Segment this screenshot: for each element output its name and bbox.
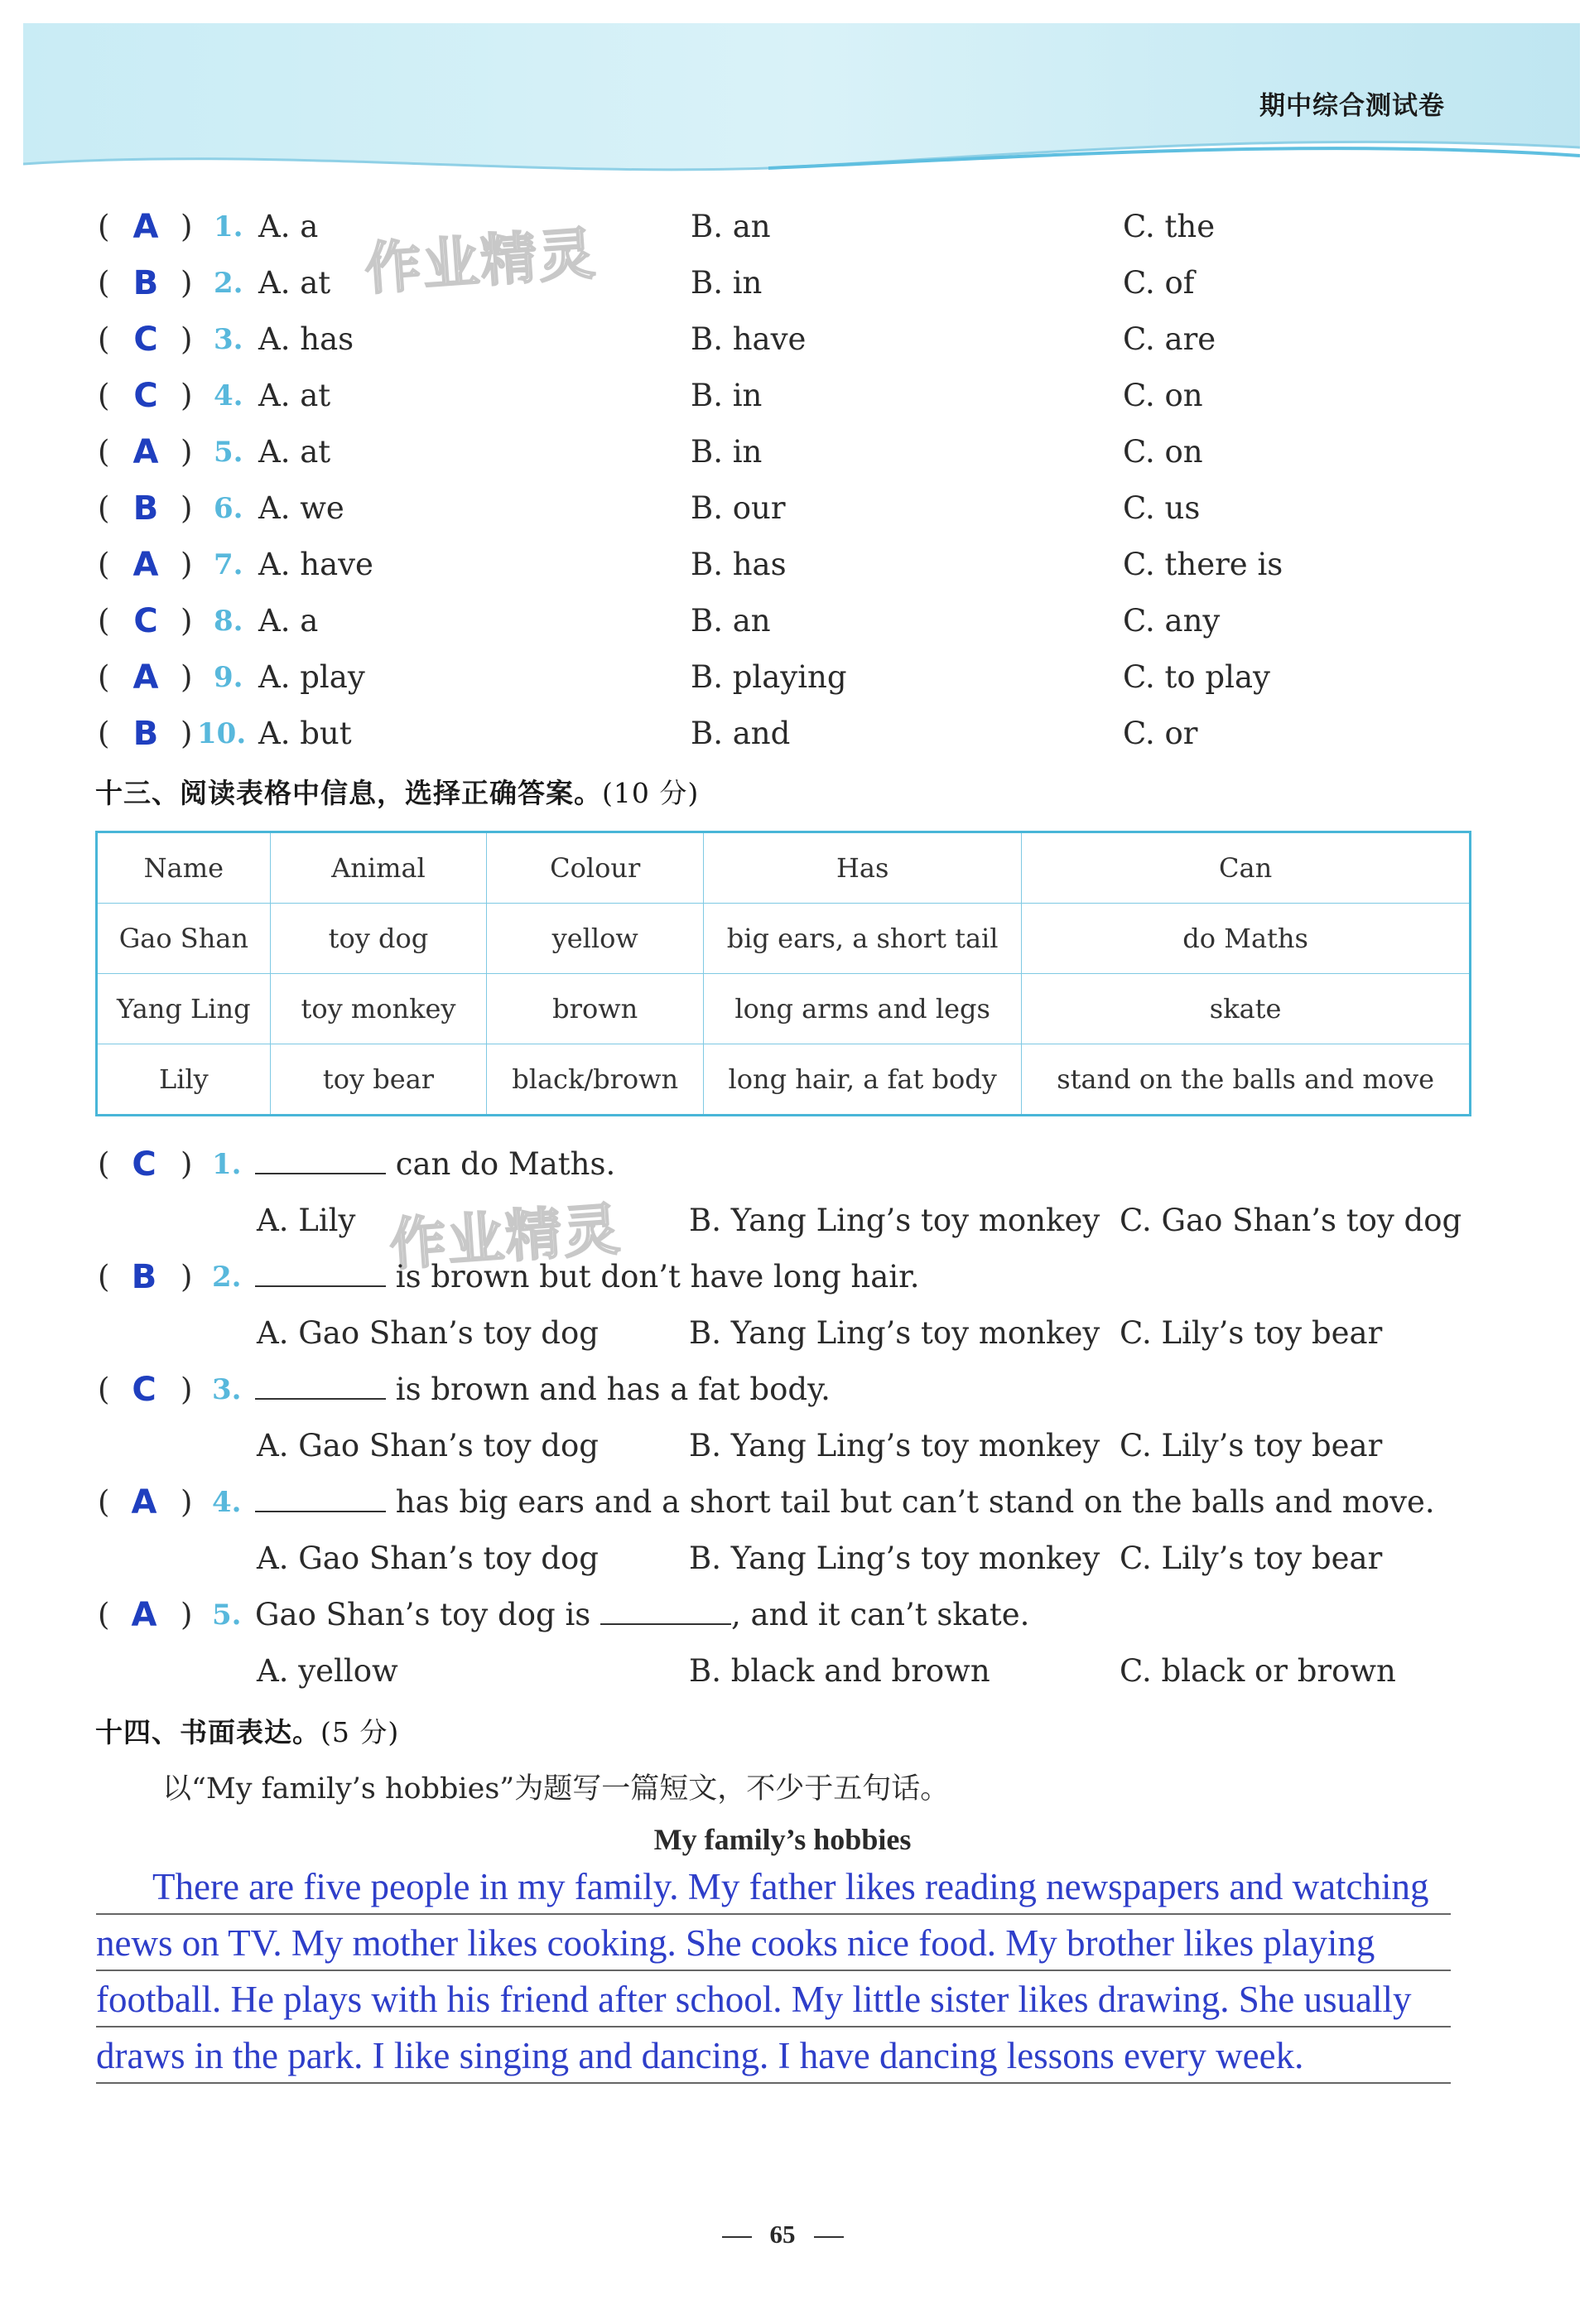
writing-instruction: 以“My family’s hobbies”为题写一篇短文，不少于五句话。: [162, 1772, 950, 1806]
question-row: [0, 596, 1594, 646]
question-number: 2.: [214, 267, 243, 300]
option-b: B. our: [691, 490, 786, 526]
table-row: [97, 974, 1471, 1044]
table-header-cell: Animal: [270, 832, 487, 904]
table-row: [97, 904, 1471, 974]
table-cell: Gao Shan: [97, 904, 271, 974]
question-number: 5.: [212, 1598, 242, 1632]
question-stem: [255, 1478, 1435, 1527]
answer-blank: [255, 1252, 386, 1287]
paren-close: ): [181, 547, 193, 582]
table-row: [97, 1044, 1471, 1116]
answer-mark: B: [132, 264, 159, 302]
essay-line: football. He plays with his friend after school. My little sister likes drawing. She usually: [96, 1979, 1412, 2020]
answer-mark: C: [132, 1145, 157, 1184]
question-stem: [255, 1252, 920, 1302]
section-13-title-text: 十三、阅读表格中信息，选择正确答案。: [95, 777, 602, 809]
option-b: B. an: [691, 603, 771, 639]
writing-rule: [96, 2082, 1451, 2084]
option-c: C. us: [1123, 490, 1201, 526]
paren-close: ): [181, 265, 193, 301]
question-stem: [255, 1365, 831, 1415]
question-number: 8.: [214, 605, 243, 638]
option-a: A. Lily: [257, 1203, 356, 1238]
watermark: 作业精灵: [363, 221, 599, 303]
question-number: 6.: [214, 492, 243, 525]
paren-close: ): [181, 1146, 193, 1182]
question-row: [0, 484, 1594, 533]
question-number: 1.: [214, 210, 243, 243]
essay-line: draws in the park. I like singing and dancing. I have dancing lessons every week.: [96, 2035, 1304, 2076]
answer-mark: B: [132, 715, 159, 753]
table-cell: toy bear: [270, 1044, 487, 1116]
answer-blank: [255, 1140, 386, 1174]
question-stem: [255, 1590, 1029, 1640]
question-row: [0, 371, 1594, 421]
answer-mark: C: [133, 377, 158, 415]
question-number: 1.: [212, 1148, 242, 1181]
question-number: 7.: [214, 548, 243, 581]
table-cell: Yang Ling: [97, 974, 271, 1044]
option-a: A. a: [258, 209, 319, 244]
question-row: [0, 1365, 1594, 1415]
option-c: C. the: [1123, 209, 1216, 244]
page-footer: [0, 2220, 1565, 2249]
option-c: C. of: [1123, 265, 1195, 301]
table-cell: toy dog: [270, 904, 487, 974]
answer-mark: A: [131, 1596, 157, 1634]
question-number: 2.: [212, 1261, 242, 1294]
writing-rule: [96, 1913, 1451, 1915]
essay-line: news on TV. My mother likes cooking. She cooks nice food. My brother likes playing: [96, 1922, 1375, 1964]
footer-dash: [722, 2236, 752, 2238]
option-c: C. are: [1123, 321, 1216, 357]
question-stem: [255, 1140, 615, 1189]
paren-open: (: [98, 659, 110, 695]
page-number: 65: [769, 2220, 796, 2249]
answer-blank: [255, 1478, 386, 1512]
paren-close: ): [181, 1484, 193, 1520]
paren-open: (: [98, 1146, 110, 1182]
option-a: A. at: [258, 378, 331, 413]
option-c: C. Lily’s toy bear: [1120, 1315, 1383, 1351]
paren-close: ): [181, 659, 193, 695]
answer-mark: A: [131, 1483, 157, 1521]
question-row: [0, 1590, 1594, 1640]
option-b: B. Yang Ling’s toy monkey: [689, 1315, 1100, 1351]
option-b: B. playing: [691, 659, 847, 695]
answer-mark: C: [133, 321, 158, 359]
paren-open: (: [98, 716, 110, 751]
answer-blank: [255, 1365, 386, 1400]
section-14-points: (5 分): [320, 1716, 400, 1748]
table-cell: toy monkey: [270, 974, 487, 1044]
paren-close: ): [181, 603, 193, 639]
table-cell: black/brown: [487, 1044, 704, 1116]
writing-rule: [96, 1970, 1451, 1971]
table-cell: Lily: [97, 1044, 271, 1116]
question-row: [0, 1140, 1594, 1189]
question-number: 3.: [212, 1373, 242, 1406]
paren-close: ): [181, 378, 193, 413]
info-table: [95, 831, 1471, 1116]
paren-open: (: [98, 209, 110, 244]
option-a: A. yellow: [257, 1653, 398, 1689]
paren-open: (: [98, 1259, 110, 1295]
table-cell: yellow: [487, 904, 704, 974]
paren-open: (: [98, 434, 110, 470]
table-cell: long hair, a fat body: [704, 1044, 1022, 1116]
option-b: B. in: [691, 378, 763, 413]
paren-open: (: [98, 603, 110, 639]
paren-open: (: [98, 321, 110, 357]
section-14-title-text: 十四、书面表达。: [95, 1716, 320, 1748]
essay-title: My family’s hobbies: [653, 1823, 912, 1856]
question-row: [0, 202, 1594, 252]
question-row: [0, 709, 1594, 759]
question-stem-text: is brown but don’t have long hair.: [395, 1259, 920, 1295]
option-b: B. an: [691, 209, 771, 244]
answer-mark: A: [132, 208, 159, 246]
option-a: A. has: [258, 321, 354, 357]
answer-blank: [600, 1590, 731, 1625]
section-14-title: [95, 1711, 399, 1750]
option-b: B. have: [691, 321, 807, 357]
question-number: 10.: [197, 717, 247, 750]
option-a: A. Gao Shan’s toy dog: [257, 1540, 599, 1576]
option-b: B. in: [691, 265, 763, 301]
option-b: B. has: [691, 547, 787, 582]
question-stem-text: can do Maths.: [395, 1146, 616, 1182]
paren-open: (: [98, 1597, 110, 1632]
option-c: C. there is: [1123, 547, 1283, 582]
option-a: A. at: [258, 265, 331, 301]
options-row: [0, 1196, 1594, 1246]
question-row: [0, 653, 1594, 702]
option-b: B. in: [691, 434, 763, 470]
paren-close: ): [181, 1597, 193, 1632]
option-c: C. on: [1123, 434, 1203, 470]
option-a: A. we: [258, 490, 344, 526]
option-c: C. on: [1123, 378, 1203, 413]
options-row: [0, 1309, 1594, 1358]
option-c: C. black or brown: [1120, 1653, 1396, 1689]
paren-close: ): [181, 321, 193, 357]
option-a: A. a: [258, 603, 319, 639]
answer-mark: A: [132, 658, 159, 697]
header-title: 期中综合测试卷: [1259, 91, 1445, 121]
option-a: A. have: [258, 547, 373, 582]
footer-dash: [814, 2236, 844, 2238]
option-c: C. to play: [1123, 659, 1270, 695]
table-cell: brown: [487, 974, 704, 1044]
table-cell: long arms and legs: [704, 974, 1022, 1044]
option-c: C. Lily’s toy bear: [1120, 1540, 1383, 1576]
options-row: [0, 1647, 1594, 1696]
answer-mark: C: [133, 602, 158, 640]
paren-close: ): [181, 490, 193, 526]
table-header-row: [97, 832, 1471, 904]
question-number: 3.: [214, 323, 243, 356]
option-b: B. Yang Ling’s toy monkey: [689, 1203, 1100, 1238]
option-c: C. Lily’s toy bear: [1120, 1428, 1383, 1463]
table-header-cell: Colour: [487, 832, 704, 904]
answer-mark: A: [132, 546, 159, 584]
table-cell: big ears, a short tail: [704, 904, 1022, 974]
table-header-cell: Has: [704, 832, 1022, 904]
option-b: B. and: [691, 716, 791, 751]
paren-open: (: [98, 547, 110, 582]
options-row: [0, 1421, 1594, 1471]
option-c: C. Gao Shan’s toy dog: [1120, 1203, 1462, 1238]
question-row: [0, 1252, 1594, 1302]
answer-mark: C: [132, 1371, 157, 1409]
paren-close: ): [181, 1259, 193, 1295]
paren-close: ): [181, 434, 193, 470]
answer-mark: B: [132, 489, 159, 528]
option-b: B. black and brown: [689, 1653, 990, 1689]
answer-mark: B: [131, 1258, 157, 1296]
question-number: 9.: [214, 661, 243, 694]
section-13-title: [95, 772, 699, 811]
essay-line: There are five people in my family. My father likes reading newspapers and watching: [152, 1866, 1429, 1907]
option-a: A. but: [258, 716, 352, 751]
table-cell: stand on the balls and move: [1022, 1044, 1471, 1116]
section-13-points: (10 分): [602, 777, 700, 809]
paren-open: (: [98, 378, 110, 413]
question-row: [0, 427, 1594, 477]
question-number: 5.: [214, 436, 243, 469]
question-row: [0, 540, 1594, 590]
option-a: A. at: [258, 434, 331, 470]
question-stem-after: , and it can’t skate.: [731, 1597, 1030, 1632]
option-b: B. Yang Ling’s toy monkey: [689, 1428, 1100, 1463]
watermark: 作业精灵: [388, 1197, 624, 1279]
question-number: 4.: [214, 379, 243, 412]
option-a: A. Gao Shan’s toy dog: [257, 1428, 599, 1463]
paren-open: (: [98, 265, 110, 301]
options-row: [0, 1534, 1594, 1584]
question-stem-text: is brown and has a fat body.: [395, 1372, 831, 1407]
table-cell: do Maths: [1022, 904, 1471, 974]
option-a: A. Gao Shan’s toy dog: [257, 1315, 599, 1351]
paren-open: (: [98, 490, 110, 526]
question-row: [0, 315, 1594, 364]
question-row: [0, 1478, 1594, 1527]
question-stem-text: has big ears and a short tail but can’t stand on the balls and move.: [395, 1484, 1435, 1520]
table-cell: skate: [1022, 974, 1471, 1044]
option-b: B. Yang Ling’s toy monkey: [689, 1540, 1100, 1576]
answer-mark: A: [132, 433, 159, 471]
paren-open: (: [98, 1484, 110, 1520]
paren-close: ): [181, 209, 193, 244]
table-header-cell: Name: [97, 832, 271, 904]
paren-close: ): [181, 1372, 193, 1407]
question-stem-before: Gao Shan’s toy dog is: [255, 1597, 591, 1632]
question-row: [0, 258, 1594, 308]
paren-close: ): [181, 716, 193, 751]
option-c: C. any: [1123, 603, 1221, 639]
table-header-cell: Can: [1022, 832, 1471, 904]
writing-rule: [96, 2026, 1451, 2027]
question-number: 4.: [212, 1486, 242, 1519]
option-a: A. play: [258, 659, 365, 695]
option-c: C. or: [1123, 716, 1198, 751]
paren-open: (: [98, 1372, 110, 1407]
